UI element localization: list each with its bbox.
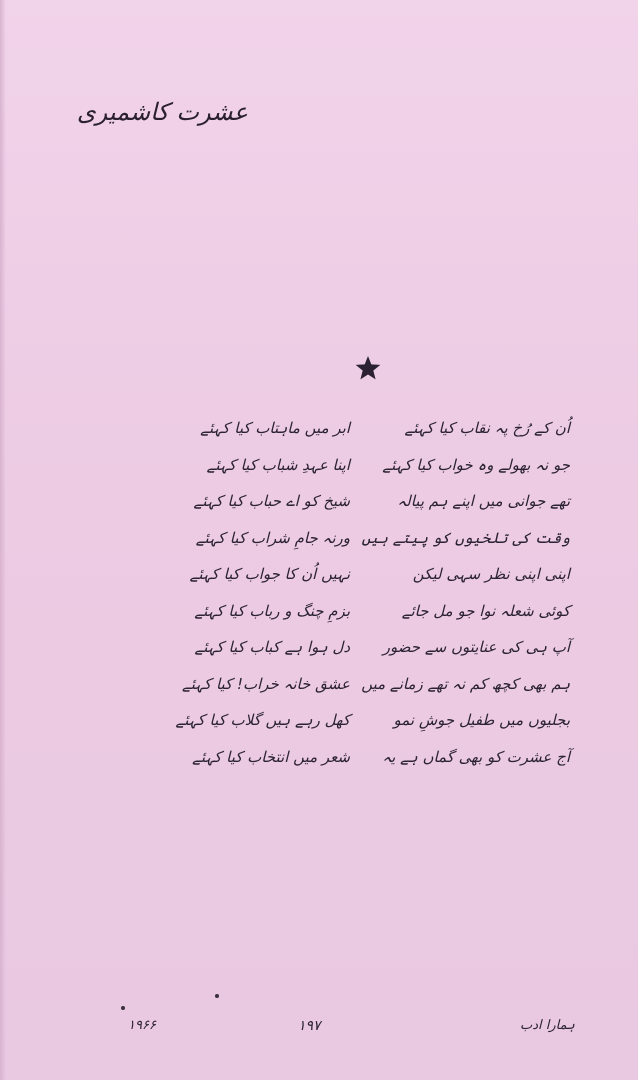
ink-speck	[121, 1006, 125, 1010]
verse-second: دل ہوا ہے کباب کیا کہئے	[194, 638, 350, 656]
ink-speck	[215, 994, 219, 998]
star-icon	[354, 354, 382, 382]
footer-year: ۱۹۶۶	[128, 1018, 156, 1033]
verse-first: آپ ہی کی عنایتوں سے حضور	[382, 638, 570, 656]
verse-second: شیخ کو اے حباب کیا کہئے	[193, 492, 350, 510]
star-icon-svg	[354, 354, 382, 382]
verse-first: کوئی شعلہ نوا جو مل جائے	[401, 601, 570, 620]
page-number: ۱۹۷	[298, 1018, 321, 1034]
verse-second: ابر میں ماہتاب کیا کہئے	[200, 419, 350, 437]
verse-second: ورنہ جامِ شراب کیا کہئے	[195, 528, 350, 547]
verse-first: اپنی اپنی نظر سہی لیکن	[412, 565, 570, 583]
author-name: عشرت کاشمیری	[76, 98, 248, 126]
verse-second: بزمِ چنگ و رباب کیا کہئے	[194, 601, 350, 620]
verse-first: تھے جوانی میں اپنے ہم پیالہ	[397, 492, 570, 510]
verse-second: عشق خانہ خراب! کیا کہئے	[181, 674, 350, 693]
misra-first-column	[361, 413, 570, 778]
verse-first: آج عشرت کو بھی گماں ہے یہ	[382, 747, 570, 766]
verse-first: بجلیوں میں طفیل جوشِ نمو	[393, 711, 570, 729]
author-heading	[76, 98, 248, 148]
magazine-name: ہمارا ادب	[520, 1018, 575, 1033]
verse-second: نہیں اُن کا جواب کیا کہئے	[189, 565, 350, 583]
verse-first: اُن کے رُخ پہ نقاب کیا کہئے	[404, 419, 570, 437]
verse-first: ہم بھی کچھ کم نہ تھے زمانے میں	[361, 674, 570, 693]
verse-second: شعر میں انتخاب کیا کہئے	[192, 747, 350, 766]
verse-first: جو نہ بھولے وہ خواب کیا کہئے	[382, 455, 570, 474]
verse-first: وقت کی تلخیوں کو پیتے ہیں	[361, 528, 570, 547]
page-edge	[0, 0, 6, 1080]
verse-second: اپنا عہدِ شباب کیا کہئے	[206, 455, 350, 474]
verse-second: کھل رہے ہیں گلاب کیا کہئے	[175, 711, 350, 729]
misra-second-column	[150, 413, 350, 778]
